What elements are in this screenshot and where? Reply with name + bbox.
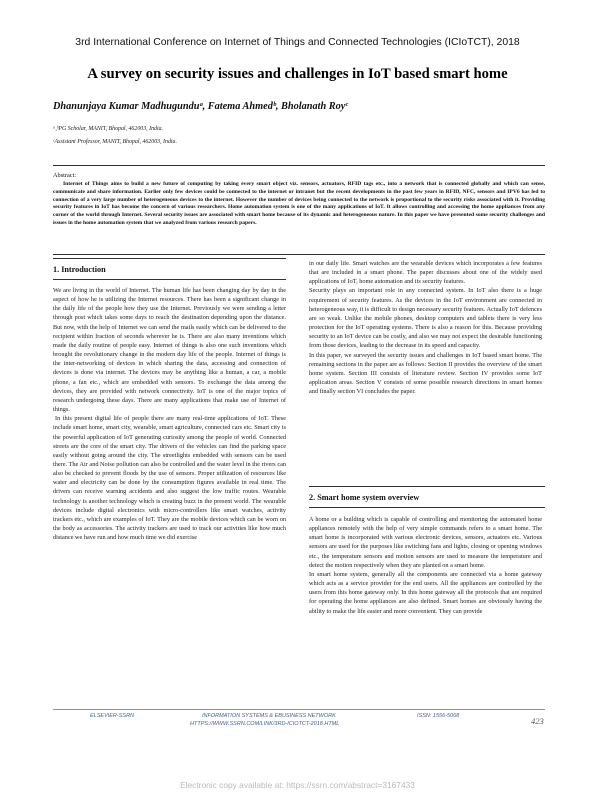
author-list: Dhanunjaya Kumar Madhugunduᵃ, Fatema Ahmedᵇ, Bholanath Royᶜ [53, 101, 348, 112]
section-2-top-rule [309, 486, 545, 487]
footer-issn: ISSN: 1556-5068 [417, 713, 460, 719]
section-2-heading: 2. Smart home system overview [309, 493, 420, 502]
paper-title: A survey on security issues and challenges in IoT based smart home [87, 66, 508, 82]
intro-paragraph-1: We are living in the world of Internet. The human life has been changing day by day in the aspect of how he is utilizing the Internet resources. There has been a significant change in the daily life of the people how they use the Internet. Previously we were sending a letter through post which takes some days to reach the destination depending upon the distance. But now, with the help of Internet we can send the mails easily which can be delivered to the recipient within fraction of seconds wherever he is. There are also many inventions which made the daily routine of people easy. Internet of things is also one such inventions which brought the revolutionary change in the modern day life of the people. Internet of things is the inter-networking of devices in which sharing the data, accessing and connection of devices is done via internet. The devices may be anything like a human, a car, a mobile phone, a fan etc., which are embedded with sensors. To exchange the data among the devices, they are provided with network connectivity. IoT is one of the major topics of research undergoing these days. There are many applications that make use of Internet of things. [53, 287, 286, 414]
footer-rule [53, 709, 545, 710]
intro-paragraph-4: Security plays an important role in any connected system. In IoT also there is a huge requirement of security features. As the devices in the IoT environment are connected in heterogeneous way, it is difficult to design necessary security features. Actually IoT defences are so weak. Unlike the mobile phones, desktop computers and tablets there is very less protection for the IoT operating systems. There is also a reason for this. Because providing security to an IoT device can be costly, and also we may not expect the desirable functioning from those devices, leading to the decrease in its speed and capacity. [309, 287, 542, 350]
section-1-top-rule [53, 258, 286, 259]
right-column-top [309, 259, 542, 396]
right-column-bottom [309, 515, 542, 616]
affiliation-a-b: ᵃ,ᵇPG Scholar, MANIT, Bhopal, 462003, India. [53, 126, 164, 132]
abstract-top-rule [53, 165, 545, 166]
smarthome-paragraph-1: A home or a building which is capable of controlling and monitoring the automated home appliances remotely with the help of very simple commands refers to a smart home. The smart home is incorporated with various electronic devices, sensors, actuators etc. Various sensors are used for the purposes like switching fans and lights, closing or opening windows etc., the temperature sensors and motion sensors are used to measure the temperature and detect the motion respectively when they are planted on a smart home. [309, 516, 542, 569]
page-number: 423 [531, 716, 544, 726]
conference-header: 3rd International Conference on Internet of Things and Connected Technologies (ICIoTCT), 2018 [75, 37, 520, 48]
footer-publisher: ELSEVIER-SSRN [90, 713, 135, 719]
intro-paragraph-2: In this present digital life of people there are many real-time applications of IoT. These include smart home, smart city, wearable, smart agriculture, connected cars etc. Smart city is the powerful application of IoT generating curiosity among the people of world. Connected streets are the core of the smart city. The drivers of the vehicles can find the parking space easily without going around the city. The streetlights embedded with sensors can be used there. The Air and Noise pollution can also be controlled and the water level in the rivers can also be checked to prevent floods by the use of sensors. Proper utilization of resources like water and electricity can be done by the consumption figures available in real time. The drivers can receive warning accidents and also suggest the low traffic routes. Wearable technology is another technology which is creating buzz in the present world. The wearable devices include digital electronics with micro-controllers like smart watches, activity trackers etc., which are examples of IoT. They are the mobile devices which can be worn on the body as accessories. The activity trackers are used to track our activities like how much distance we have run and how much time we did exercise [53, 415, 286, 542]
affiliation-c: ᶜAssistant Professor, MANIT, Bhopal, 462003, India. [53, 139, 177, 145]
section-1-bottom-rule [53, 279, 286, 280]
intro-paragraph-5: In this paper, we surveyed the security issues and challenges in IoT based smart home. The remaining sections in the paper are as follows: Section II provides the overview of the smart home system. Section III consists of literature review. Section IV provides some IoT application areas. Section V consists of some possible research directions in smart homes and finally section VI concludes the paper. [309, 351, 542, 396]
abstract-text: Internet of Things aims to build a new future of computing by taking every smart object viz. sensors, actuators, RFID tags etc., into a network that is connected globally and which can sense, communicate and share information. Earlier only few devices could be connected to the internet or intranet but the recent developments in the past few years in RFID, NFC, sensors and IPV6 has led to connection of a very large number of heterogeneous devices to the internet. However the number of devices being connected to the network is proportional to the security risks associated with it. Providing security features in IoT has become the concern of various researchers. Home automation system is one of the many applications of IoT. It allows controlling and accessing the home appliances from any corner of the world through Internet. Several security issues are associated with smart home because of its dynamic and heterogeneous nature. In this paper we have presented some security challenges and issues in the home automation system that we analyzed from various research papers. [53, 181, 545, 226]
section-2-bottom-rule [309, 507, 545, 508]
intro-paragraph-3: in our daily life. Smart watches are the wearable devices which incorporates a few features that are included in a smart phone. The paper discusses about one of the widely used applications of IoT, home automation and its security features. [309, 260, 542, 286]
abstract-label: Abstract: [53, 172, 77, 179]
footer-series: INFORMATION SYSTEMS & EBUSINESS NETWORK [202, 713, 336, 719]
left-column [53, 286, 286, 542]
abstract-bottom-rule [53, 254, 545, 255]
footer-url[interactable]: HTTPS://WWW.SSRN.COM/LINK/3RD-ICIOTCT-2018.HTML [190, 721, 340, 727]
section-1-heading: 1. Introduction [53, 265, 106, 274]
smarthome-paragraph-2: In smart home system, generally all the components are connected via a home gateway which acts as a service provider for the end users. All the appliances are controlled by the users from this home gateway only. In this home gateway all the protocols that are required for operating the home appliances are also defined. Smart homes are obviously having the ability to make the life easier and more convenient. They can provide [309, 570, 542, 615]
electronic-copy-note[interactable]: Electronic copy available at: https://ssrn.com/abstract=3167433 [180, 780, 415, 790]
